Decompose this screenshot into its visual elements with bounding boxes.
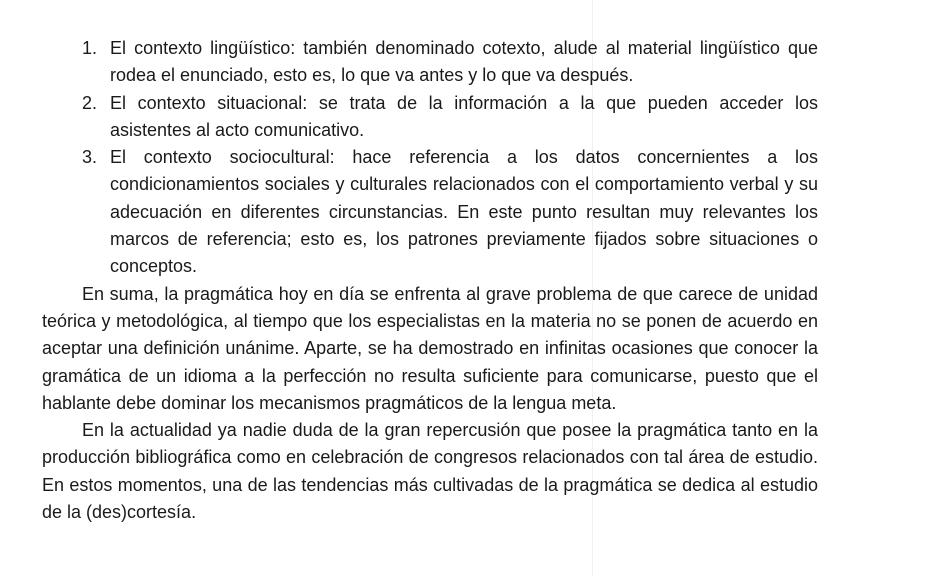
list-item-text: El contexto sociocultural: hace referencia a los datos concernientes a los condicionamientos sociales y culturales relacionados con el comportamiento verbal y su adecuación en diferentes circunstancias. En este punto resultan muy relevantes los marcos de referencia; esto es, los patrones previamente fijados sobre situaciones o conceptos. [110,147,818,277]
paragraph: En suma, la pragmática hoy en día se enfrenta al grave problema de que carece de unidad teórica y metodológica, al tiempo que los especialistas en la materia no se ponen de acuerdo en aceptar una definición unánime. Aparte, se ha demostrado en infinitas ocasiones que conocer la gramática de un idioma a la perfección no resulta suficiente para comunicarse, puesto que el hablante debe dominar los mecanismos pragmáticos de la lengua meta. [42,283,818,413]
list-item [42,144,818,280]
list-item-text: El contexto situacional: se trata de la información a la que pueden acceder los asistentes al acto comunicativo. [110,92,818,140]
paragraph: En la actualidad ya nadie duda de la gran repercusión que posee la pragmática tanto en la producción bibliográfica como en celebración de congresos relacionados con tal área de estudio. En estos momentos, una de las tendencias más cultivadas de la pragmática se dedica al estudio de la (des)cortesía. [42,420,818,523]
context-list [42,35,818,281]
list-item-text: El contexto lingüístico: también denominado cotexto, alude al material lingüístico que rodea el enunciado, esto es, lo que va antes y lo que va después. [110,38,818,86]
list-item-number: 1. [82,38,98,58]
list-item [42,90,818,145]
list-item-number: 3. [82,147,98,168]
list-item [42,35,818,90]
list-item-number: 2. [82,92,98,113]
body-text [42,35,818,526]
